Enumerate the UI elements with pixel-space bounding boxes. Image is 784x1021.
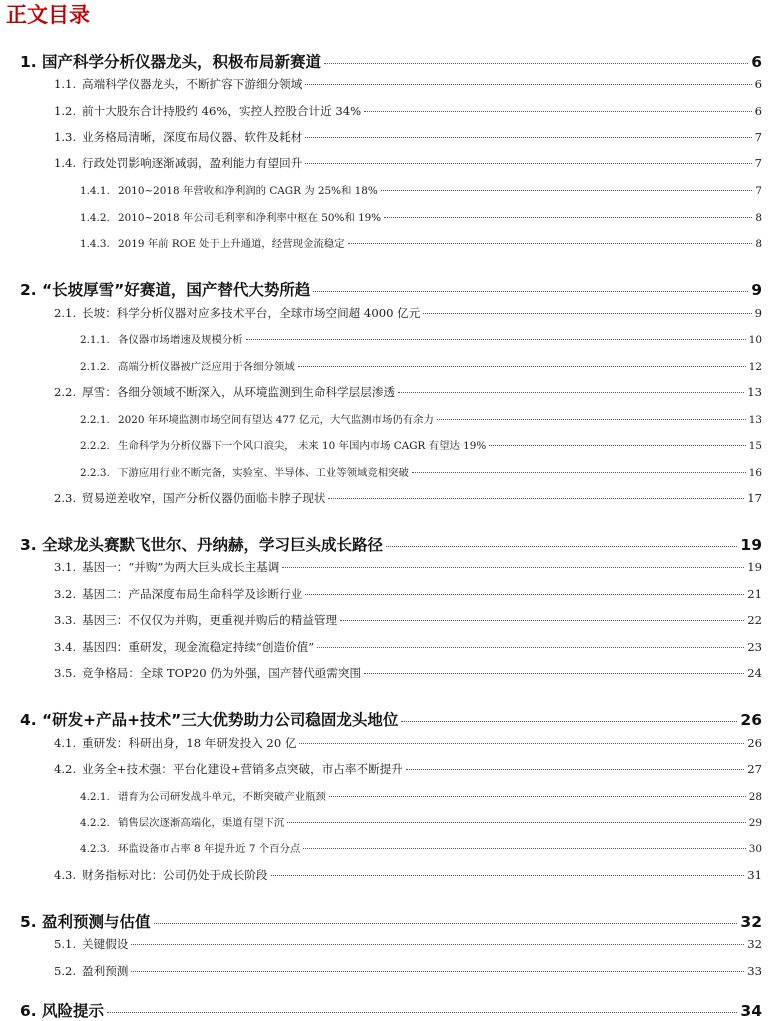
dot-leader xyxy=(287,822,746,823)
toc-entry-level2[interactable] xyxy=(54,665,762,681)
toc-entry-number: 5.1. xyxy=(54,937,77,951)
toc-entry-title: 谱育为公司研发战斗单元，不断突破产业瓶颈 xyxy=(118,791,326,803)
toc-entry-page-number: 6 xyxy=(751,53,762,71)
dot-leader xyxy=(305,163,751,164)
dot-leader xyxy=(364,111,751,112)
toc-entry-number: 2.1.1. xyxy=(80,334,110,346)
dot-leader xyxy=(246,339,746,340)
toc-entry-number: 1.3. xyxy=(54,130,77,144)
toc-entry-title: 风险提示 xyxy=(42,1002,105,1020)
toc-entry-page-number: 15 xyxy=(748,440,762,452)
dot-leader xyxy=(317,647,744,648)
toc-entry-title: 2019 年前 ROE 处于上升通道，经营现金流稳定 xyxy=(118,238,345,250)
dot-leader xyxy=(305,137,751,138)
toc-entry-number: 3.5. xyxy=(54,666,77,680)
toc-entry-number: 3.4. xyxy=(54,640,77,654)
toc-entry-page-number: 30 xyxy=(748,843,762,855)
dot-leader xyxy=(305,84,751,85)
toc-entry-level2[interactable] xyxy=(54,735,762,751)
toc-entry-level3[interactable] xyxy=(80,788,762,803)
dot-leader xyxy=(313,291,748,292)
toc-entry-title: 高端科学仪器龙头，不断扩容下游细分领域 xyxy=(82,77,303,91)
toc-entry-level1[interactable] xyxy=(20,50,762,72)
toc-entry-title: 关键假设 xyxy=(82,937,129,951)
toc-entry-level2[interactable] xyxy=(54,936,762,952)
toc-entry-page-number: 28 xyxy=(748,791,762,803)
toc-entry-page-number: 31 xyxy=(747,868,762,882)
toc-entry-title: 基因四：重研发，现金流稳定持续“创造价值” xyxy=(82,640,315,654)
toc-entry-number: 1.2. xyxy=(54,104,77,118)
toc-entry-title: 重研发：科研出身，18 年研发投入 20 亿 xyxy=(82,736,297,750)
toc-entry-level2[interactable] xyxy=(54,129,762,145)
toc-entry-number: 5.2. xyxy=(54,964,77,978)
toc-entry-title: 生命科学为分析仪器下一个风口浪尖， 未来 10 年国内市场 CAGR 有望达 19% xyxy=(118,440,487,452)
toc-entry-title: 业务全+技术强：平台化建设+营销多点突破，市占率不断提升 xyxy=(82,762,403,776)
toc-entry-page-number: 12 xyxy=(748,361,762,373)
toc-entry-number: 1. xyxy=(20,53,37,71)
toc-entry-title: 销售层次逐渐高端化，渠道有望下沉 xyxy=(118,817,285,829)
toc-entry-number: 3. xyxy=(20,536,37,554)
toc-entry-level2[interactable] xyxy=(54,586,762,602)
dot-leader xyxy=(381,190,753,191)
toc-entry-page-number: 23 xyxy=(747,640,762,654)
toc-entry-level3[interactable] xyxy=(80,840,762,855)
toc-entry-title: 全球龙头赛默飞世尔、丹纳赫，学习巨头成长路径 xyxy=(42,536,384,554)
toc-entry-number: 2. xyxy=(20,281,37,299)
toc-entry-level2[interactable] xyxy=(54,639,762,655)
toc-entry-level1[interactable] xyxy=(20,999,762,1021)
dot-leader xyxy=(154,923,738,924)
toc-entry-page-number: 27 xyxy=(747,762,762,776)
toc-entry-page-number: 17 xyxy=(747,491,762,505)
dot-leader xyxy=(384,217,752,218)
toc-entry-level2[interactable] xyxy=(54,384,762,400)
dot-leader xyxy=(303,848,745,849)
toc-entry-level1[interactable] xyxy=(20,910,762,932)
dot-leader xyxy=(386,546,737,547)
dot-leader xyxy=(107,1012,737,1013)
toc-entry-page-number: 33 xyxy=(747,964,762,978)
toc-entry-title: 盈利预测 xyxy=(82,964,129,978)
toc-entry-page-number: 19 xyxy=(740,536,762,554)
toc-entry-title: 长坡：科学分析仪器对应多技术平台，全球市场空间超 4000 亿元 xyxy=(82,306,421,320)
toc-entry-level3[interactable] xyxy=(80,331,762,346)
toc-entry-title: 下游应用行业不断完备，实验室、半导体、工业等领域竞相突破 xyxy=(118,467,409,479)
toc-entry-page-number: 7 xyxy=(755,185,762,197)
toc-entry-number: 2.2.3. xyxy=(80,467,110,479)
toc-entry-level2[interactable] xyxy=(54,490,762,506)
toc-entry-title: 国产科学分析仪器龙头，积极布局新赛道 xyxy=(42,53,322,71)
toc-entry-number: 2.1.2. xyxy=(80,361,110,373)
toc-entry-level2[interactable] xyxy=(54,305,762,321)
toc-entry-number: 4.2.1. xyxy=(80,791,110,803)
dot-leader xyxy=(437,419,746,420)
dot-leader xyxy=(401,721,737,722)
toc-entry-level2[interactable] xyxy=(54,76,762,92)
dot-leader xyxy=(340,620,744,621)
dot-leader xyxy=(282,567,744,568)
toc-entry-page-number: 13 xyxy=(747,385,762,399)
toc-entry-page-number: 19 xyxy=(747,560,762,574)
toc-entry-level3[interactable] xyxy=(80,814,762,829)
toc-entry-level2[interactable] xyxy=(54,155,762,171)
toc-entry-number: 1.4.3. xyxy=(80,238,110,250)
toc-entry-level3[interactable] xyxy=(80,411,762,426)
toc-entry-page-number: 7 xyxy=(754,156,762,170)
toc-entry-number: 2.2.1. xyxy=(80,414,110,426)
dot-leader xyxy=(328,498,744,499)
toc-entry-title: 行政处罚影响逐渐减弱，盈利能力有望回升 xyxy=(82,156,303,170)
toc-entry-page-number: 6 xyxy=(754,77,762,91)
toc-entry-title: 厚雪：各细分领域不断深入，从环境监测到生命科学层层渗透 xyxy=(82,385,396,399)
toc-entry-number: 1.4.1. xyxy=(80,185,110,197)
toc-entry-title: 基因一：“并购”为两大巨头成长主基调 xyxy=(82,560,280,574)
dot-leader xyxy=(298,366,746,367)
toc-entry-number: 3.3. xyxy=(54,613,77,627)
toc-entry-title: “研发+产品+技术”三大优势助力公司稳固龙头地位 xyxy=(42,711,399,729)
toc-entry-number: 4. xyxy=(20,711,37,729)
toc-entry-number: 2.2. xyxy=(54,385,77,399)
toc-entry-number: 4.2.2. xyxy=(80,817,110,829)
toc-entry-level3[interactable] xyxy=(80,235,762,250)
toc-entry-number: 1.4.2. xyxy=(80,212,110,224)
toc-entry-title: 竞争格局：全球 TOP20 仍为外强，国产替代亟需突围 xyxy=(82,666,362,680)
toc-entry-title: 环监设备市占率 8 年提升近 7 个百分点 xyxy=(118,843,301,855)
toc-entry-number: 2.2.2. xyxy=(80,440,110,452)
toc-entry-page-number: 22 xyxy=(747,613,762,627)
toc-entry-title: 2020 年环境监测市场空间有望达 477 亿元，大气监测市场仍有余力 xyxy=(118,414,434,426)
toc-entry-page-number: 9 xyxy=(754,306,762,320)
toc-entry-level2[interactable] xyxy=(54,963,762,979)
toc-entry-level3[interactable] xyxy=(80,209,762,224)
dot-leader xyxy=(131,971,744,972)
page-title: 正文目录 xyxy=(6,3,90,27)
toc-entry-number: 3.1. xyxy=(54,560,77,574)
toc-entry-title: 业务格局清晰，深度布局仪器、软件及耗材 xyxy=(82,130,303,144)
toc-entry-page-number: 10 xyxy=(748,334,762,346)
toc-entry-level2[interactable] xyxy=(54,867,762,883)
toc-entry-level3[interactable] xyxy=(80,464,762,479)
toc-entry-title: 贸易逆差收窄，国产分析仪器仍面临卡脖子现状 xyxy=(82,491,326,505)
dot-leader xyxy=(348,243,753,244)
dot-leader xyxy=(324,63,748,64)
toc-entry-number: 4.1. xyxy=(54,736,77,750)
dot-leader xyxy=(299,743,744,744)
toc-entry-title: 各仪器市场增速及规模分析 xyxy=(118,334,243,346)
dot-leader xyxy=(398,392,744,393)
dot-leader xyxy=(271,875,745,876)
toc-entry-number: 3.2. xyxy=(54,587,77,601)
toc-entry-page-number: 26 xyxy=(740,711,762,729)
toc-entry-number: 4.2.3. xyxy=(80,843,110,855)
toc-entry-level3[interactable] xyxy=(80,358,762,373)
toc-entry-title: 高端分析仪器被广泛应用于各细分领域 xyxy=(118,361,295,373)
toc-entry-level1[interactable] xyxy=(20,533,762,555)
toc-entry-number: 4.2. xyxy=(54,762,77,776)
toc-entry-page-number: 13 xyxy=(748,414,762,426)
toc-entry-level1[interactable] xyxy=(20,278,762,300)
toc-entry-level2[interactable] xyxy=(54,103,762,119)
toc-entry-page-number: 32 xyxy=(740,913,762,931)
toc-entry-page-number: 29 xyxy=(748,817,762,829)
toc-entry-title: 2010~2018 年营收和净利润的 CAGR 为 25%和 18% xyxy=(118,185,378,197)
toc-entry-number: 4.3. xyxy=(54,868,77,882)
toc-entry-page-number: 9 xyxy=(751,281,762,299)
toc-entry-title: 基因三：不仅仅为并购，更重视并购后的精益管理 xyxy=(82,613,338,627)
toc-entry-page-number: 32 xyxy=(747,937,762,951)
toc-entry-level1[interactable] xyxy=(20,708,762,730)
toc-entry-level3[interactable] xyxy=(80,182,762,197)
toc-entry-page-number: 8 xyxy=(755,238,762,250)
dot-leader xyxy=(423,313,751,314)
toc-entry-title: 盈利预测与估值 xyxy=(42,913,151,931)
toc-entry-page-number: 34 xyxy=(740,1002,762,1020)
dot-leader xyxy=(131,944,744,945)
dot-leader xyxy=(406,769,744,770)
toc-entry-number: 1.1. xyxy=(54,77,77,91)
toc-entry-page-number: 8 xyxy=(755,212,762,224)
toc-entry-title: 2010~2018 年公司毛利率和净利率中枢在 50%和 19% xyxy=(118,212,382,224)
toc-entry-level3[interactable] xyxy=(80,437,762,452)
toc-entry-level2[interactable] xyxy=(54,612,762,628)
toc-entry-title: 基因二：产品深度布局生命科学及诊断行业 xyxy=(82,587,303,601)
dot-leader xyxy=(489,445,746,446)
toc-entry-number: 6. xyxy=(20,1002,37,1020)
dot-leader xyxy=(329,796,746,797)
toc-entry-level2[interactable] xyxy=(54,761,762,777)
toc-entry-page-number: 24 xyxy=(747,666,762,680)
toc-entry-page-number: 26 xyxy=(747,736,762,750)
toc-entry-level2[interactable] xyxy=(54,559,762,575)
dot-leader xyxy=(412,472,746,473)
toc-entry-title: “长坡厚雪”好赛道，国产替代大势所趋 xyxy=(42,281,311,299)
dot-leader xyxy=(305,594,744,595)
toc-entry-page-number: 21 xyxy=(747,587,762,601)
toc-entry-number: 1.4. xyxy=(54,156,77,170)
toc-entry-number: 2.3. xyxy=(54,491,77,505)
toc-entry-page-number: 16 xyxy=(748,467,762,479)
toc-entry-number: 5. xyxy=(20,913,37,931)
toc-entry-number: 2.1. xyxy=(54,306,77,320)
dot-leader xyxy=(364,673,744,674)
toc-entry-page-number: 7 xyxy=(754,130,762,144)
toc-entry-page-number: 6 xyxy=(754,104,762,118)
toc-entry-title: 财务指标对比：公司仍处于成长阶段 xyxy=(82,868,268,882)
toc-entry-title: 前十大股东合计持股约 46%，实控人控股合计近 34% xyxy=(82,104,362,118)
